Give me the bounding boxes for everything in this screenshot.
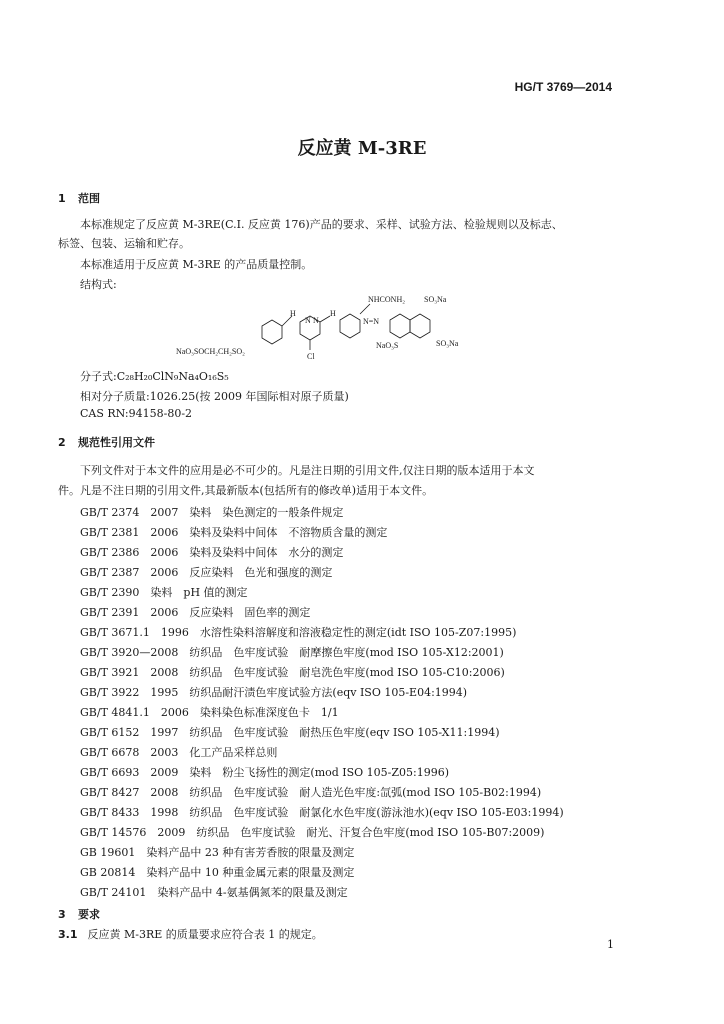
reference-item: GB/T 2374 2007 染料 染色测定的一般条件规定 (80, 506, 344, 519)
benzene-ring-left (262, 320, 282, 344)
molecular-formula: 分子式:C₂₈H₂₀ClN₉Na₄O₁₆S₅ (80, 370, 229, 383)
clause-text: 反应黄 M-3RE 的质量要求应符合表 1 的规定。 (87, 928, 323, 941)
page-number: 1 (607, 938, 614, 951)
reference-item: GB/T 2391 2006 反应染料 固色率的测定 (80, 606, 311, 619)
section-number: 3 (58, 908, 66, 921)
section-title: 规范性引用文件 (78, 436, 155, 449)
cas-number: CAS RN:94158-80-2 (80, 407, 193, 420)
reference-item: GB/T 3920—2008 纺织品 色牢度试验 耐摩擦色牢度(mod ISO 105-X12:2001) (80, 646, 504, 659)
reference-item: GB/T 3671.1 1996 水溶性染料溶解度和溶液稳定性的测定(idt ISO 105-Z07:1995) (80, 626, 517, 639)
reference-item: GB/T 4841.1 2006 染料染色标准深度色卡 1/1 (80, 706, 339, 719)
document-title: 反应黄 M-3RE (297, 138, 427, 159)
reference-item: GB/T 3921 2008 纺织品 色牢度试验 耐皂洗色牢度(mod ISO 105-C10:2006) (80, 666, 505, 679)
clause-number: 3.1 (58, 928, 78, 941)
left-substituent-label: NaO₃SOCH₂CH₂SO₂ (176, 347, 245, 356)
scope-paragraph-line-1: 本标准规定了反应黄 M-3RE(C.I. 反应黄 176)产品的要求、采样、试验方法、检验规则以及标志、 (80, 218, 563, 231)
section-2-heading (58, 434, 155, 450)
section-title: 范围 (78, 192, 100, 205)
reference-item: GB/T 2387 2006 反应染料 色光和强度的测定 (80, 566, 333, 579)
so3na-right-label: SO₃Na (436, 339, 459, 348)
reference-item: GB/T 24101 染料产品中 4-氨基偶氮苯的限量及测定 (80, 886, 348, 899)
reference-item: GB/T 6152 1997 纺织品 色牢度试验 耐热压色牢度(eqv ISO 105-X11:1994) (80, 726, 500, 739)
naphthalene-ring-2 (410, 314, 430, 338)
section-number: 1 (58, 192, 66, 205)
section-number: 2 (58, 436, 66, 449)
reference-item: GB/T 3922 1995 纺织品耐汗渍色牢度试验方法(eqv ISO 105-E04:1994) (80, 686, 468, 699)
nh-right-label: H (330, 309, 336, 318)
reference-item: GB/T 8433 1998 纺织品 色牢度试验 耐氯化水色牢度(游泳池水)(eqv ISO 105-E03:1994) (80, 806, 564, 819)
scope-paragraph-line-2: 标签、包装、运输和贮存。 (58, 237, 190, 250)
requirement-3-1 (58, 926, 323, 942)
triazine-n-left: N (305, 316, 311, 325)
structural-formula-image (172, 286, 492, 364)
reference-item: GB/T 2390 染料 pH 值的测定 (80, 586, 248, 599)
reference-item: GB 19601 染料产品中 23 种有害芳香胺的限量及测定 (80, 846, 355, 859)
section-3-heading (58, 906, 100, 922)
chlorine-label: Cl (307, 352, 315, 361)
benzene-ring-middle (340, 314, 360, 338)
standard-code: HG/T 3769—2014 (514, 80, 612, 94)
scope-paragraph-2: 本标准适用于反应黄 M-3RE 的产品质量控制。 (80, 258, 313, 271)
structure-label: 结构式: (80, 278, 117, 291)
nhconh2-label: NHCONH₂ (368, 295, 406, 304)
reference-item: GB 20814 染料产品中 10 种重金属元素的限量及测定 (80, 866, 355, 879)
reference-item: GB/T 8427 2008 纺织品 色牢度试验 耐人造光色牢度:氙弧(mod ISO 105-B02:1994) (80, 786, 542, 799)
reference-item: GB/T 14576 2009 纺织品 色牢度试验 耐光、汗复合色牢度(mod ISO 105-B07:2009) (80, 826, 545, 839)
section-title: 要求 (78, 908, 100, 921)
refs-intro-line-2: 件。凡是不注日期的引用文件,其最新版本(包括所有的修改单)适用于本文件。 (58, 484, 434, 497)
naso3-label: NaO₃S (376, 341, 399, 350)
reference-item: GB/T 2381 2006 染料及染料中间体 不溶物质含量的测定 (80, 526, 388, 539)
section-1-heading (58, 190, 100, 206)
reference-item: GB/T 2386 2006 染料及染料中间体 水分的测定 (80, 546, 344, 559)
triazine-n-right: N (313, 316, 319, 325)
nh-left-label: H (290, 309, 296, 318)
naphthalene-ring-1 (390, 314, 410, 338)
molecular-mass: 相对分子质量:1026.25(按 2009 年国际相对原子质量) (80, 390, 349, 403)
reference-item: GB/T 6678 2003 化工产品采样总则 (80, 746, 278, 759)
azo-label: N=N (363, 317, 380, 326)
refs-intro-line-1: 下列文件对于本文件的应用是必不可少的。凡是注日期的引用文件,仅注日期的版本适用于本文 (80, 464, 535, 477)
reference-item: GB/T 6693 2009 染料 粉尘飞扬性的测定(mod ISO 105-Z05:1996) (80, 766, 450, 779)
so3na-top-label: SO₃Na (424, 295, 447, 304)
